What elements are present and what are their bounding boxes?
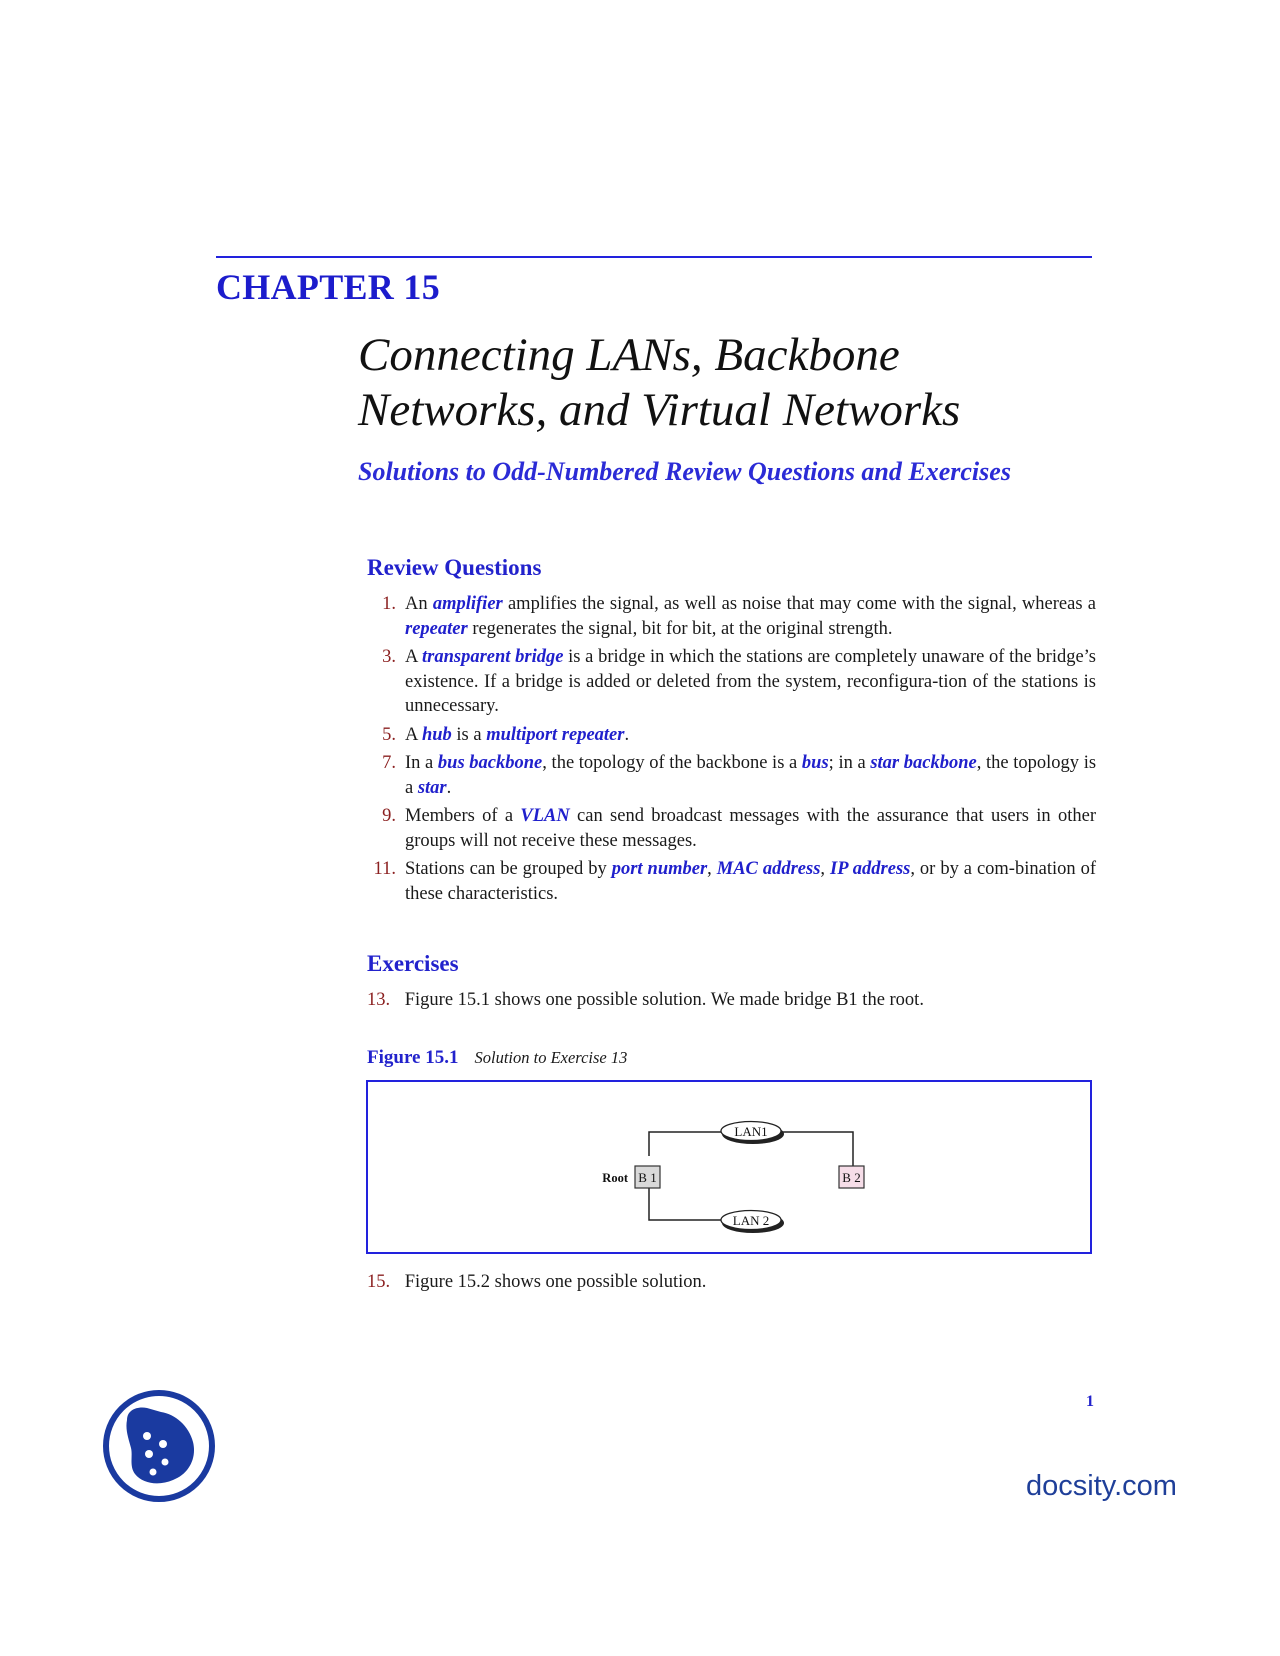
answer-text: amplifies the signal, as well as noise that may come with the signal, whereas a — [502, 594, 1096, 614]
chapter-rule — [216, 256, 1092, 258]
keyword-term: star backbone — [870, 753, 977, 773]
answer-text: , — [707, 859, 717, 879]
figure-caption — [367, 1047, 627, 1069]
review-questions-heading: Review Questions — [367, 555, 542, 580]
keyword-term: VLAN — [520, 806, 570, 826]
keyword-term: star — [417, 777, 447, 798]
review-question-number: 7. — [382, 753, 396, 773]
answer-text: , — [820, 859, 830, 879]
answer-text: A — [405, 724, 422, 745]
network-diagram — [368, 1082, 1090, 1252]
exercise-15 — [367, 1272, 706, 1293]
keyword-term: multiport repeater — [486, 724, 625, 745]
keyword-term: bus backbone — [437, 753, 543, 773]
exercise-15-number: 15. — [367, 1272, 391, 1292]
bridge-b1-label: B 1 — [638, 1170, 657, 1185]
answer-text: , or by a com-bination of these characteristics. — [405, 859, 1096, 904]
keyword-term: MAC address — [716, 859, 821, 879]
answer-text: . — [624, 724, 630, 745]
review-question-item — [366, 804, 1096, 853]
review-question-number: 5. — [382, 724, 396, 745]
docsity-logo[interactable] — [103, 1390, 215, 1502]
answer-text: regenerates the signal, bit for bit, at the original strength. — [467, 618, 893, 639]
review-question-number: 3. — [382, 647, 396, 667]
chapter-title-line-1: Connecting LANs, Backbone — [358, 329, 900, 381]
review-question-number: 9. — [382, 806, 396, 826]
chapter-subtitle: Solutions to Odd-Numbered Review Questions and Exercises — [358, 457, 1011, 486]
docsity-brand-link[interactable]: docsity.com — [1026, 1470, 1177, 1502]
lan1-label: LAN1 — [734, 1124, 768, 1139]
review-question-item — [366, 751, 1096, 800]
review-question-item — [366, 645, 1096, 719]
answer-text: An — [405, 594, 433, 614]
figure-label: Figure 15.1 — [367, 1047, 459, 1068]
exercise-13-text: Figure 15.1 shows one possible solution. We made bridge B1 the root. — [404, 990, 924, 1010]
answer-text: is a — [451, 724, 487, 745]
chapter-label: CHAPTER 15 — [216, 267, 441, 307]
page-number: 1 — [1086, 1393, 1094, 1410]
answer-text: Stations can be grouped by — [405, 859, 612, 879]
exercises-heading: Exercises — [367, 951, 459, 976]
keyword-term: hub — [421, 724, 452, 745]
keyword-term: IP address — [830, 859, 911, 879]
answer-text: is a bridge in which the stations are completely unaware of the bridge’s existence. If a bridge is added or deleted from the system, reconfigura-tion of the stations is unnecessary. — [405, 647, 1097, 716]
answer-text: , the topology is a — [405, 753, 1097, 798]
exercise-13 — [367, 990, 924, 1011]
keyword-term: transparent bridge — [422, 647, 564, 667]
bridge-b2-label: B 2 — [842, 1170, 861, 1185]
figure-15-1 — [366, 1080, 1092, 1254]
keyword-term: amplifier — [432, 594, 503, 614]
review-question-item — [366, 857, 1096, 906]
keyword-term: port number — [611, 859, 708, 879]
review-question-number: 11. — [373, 859, 396, 879]
answer-text: Members of a — [405, 806, 521, 826]
chapter-title-line-2: Networks, and Virtual Networks — [358, 384, 961, 436]
answer-text: , the topology of the backbone is a — [542, 753, 802, 773]
review-question-item — [366, 723, 1096, 748]
chapter-title — [358, 328, 960, 438]
lan1-b2-link — [779, 1132, 853, 1168]
exercise-13-number: 13. — [367, 990, 391, 1010]
review-questions-list — [366, 592, 1096, 910]
review-question-item — [366, 592, 1096, 641]
b1-lan1-link — [649, 1132, 725, 1156]
answer-text: A — [405, 647, 423, 667]
b1-lan2-link — [649, 1188, 725, 1220]
docsity-logo-icon — [103, 1390, 215, 1502]
answer-text: In a — [405, 753, 438, 773]
keyword-term: bus — [801, 753, 829, 773]
answer-text: . — [446, 777, 452, 798]
answer-text: ; in a — [828, 753, 871, 773]
exercise-15-text: Figure 15.2 shows one possible solution. — [404, 1272, 707, 1292]
lan2-label: LAN 2 — [732, 1213, 770, 1228]
root-label: Root — [602, 1171, 628, 1185]
answer-text: can send broadcast messages with the assurance that users in other groups will not receive these messages. — [405, 806, 1096, 851]
review-question-number: 1. — [382, 594, 396, 614]
keyword-term: repeater — [405, 618, 468, 639]
figure-description: Solution to Exercise 13 — [474, 1048, 628, 1067]
